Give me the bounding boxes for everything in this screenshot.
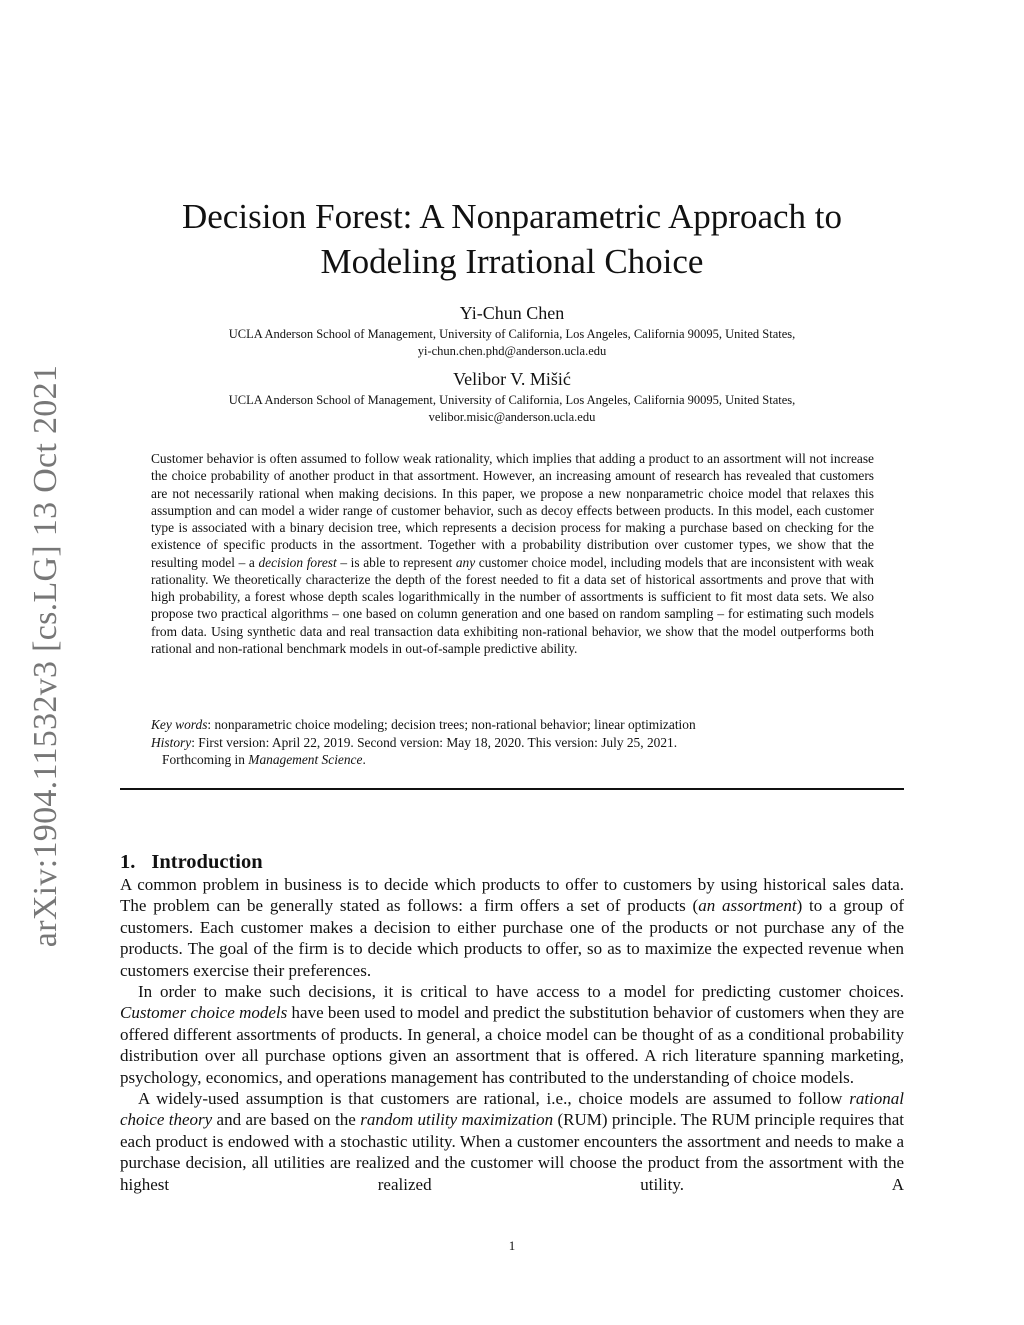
paragraph-text: (RUM) principle. The RUM principle requires that each product is endowed with a stochastic utility. When a customer encounters the assortment and needs to make a purchase decision, all utilities are realized and the customer will choose the product from the assortment with the highest realized utility. A — [120, 1110, 904, 1194]
title-line-1: Decision Forest: A Nonparametric Approach to — [182, 197, 842, 236]
keywords — [151, 716, 874, 734]
keywords-text: : nonparametric choice modeling; decision trees; non-rational behavior; linear optimization — [207, 717, 696, 732]
paragraph-text: In order to make such decisions, it is critical to have access to a model for predicting customer choices. — [138, 982, 904, 1002]
page-number: 1 — [508, 1238, 516, 1253]
abstract-emphasis: decision forest — [258, 554, 337, 570]
paper-title — [120, 194, 904, 284]
forthcoming-prefix: Forthcoming in — [162, 752, 249, 767]
forthcoming-suffix: . — [362, 752, 366, 767]
abstract — [151, 450, 874, 657]
author-name: Velibor V. Mišić — [453, 369, 571, 389]
paragraph-text: have been used to model and predict the substitution behavior of customers when they are offered different assortments of products. In general, a choice model can be thought of as a conditional probability distribution over all purchase options given an assortment that is offered. A rich literature spanning marketing, psychology, economics, and operations management has contributed to the understanding of choice models. — [120, 1003, 904, 1087]
author-email: yi-chun.chen.phd@anderson.ucla.edu — [417, 344, 607, 358]
author-email: velibor.misic@anderson.ucla.edu — [428, 410, 596, 424]
section-title: Introduction — [151, 851, 263, 873]
section-number: 1. — [120, 851, 136, 873]
abstract-text: customer choice model, including models that are inconsistent with weak rationality. We theoretically characterize the depth of the forest needed to fit a data set of historical assortments and prove that with high probability, a forest whose depth scales logarithmically in the number of assortments is sufficient to fit most data sets. We also propose two practical algorithms – one based on column generation and one based on random sampling – for estimating such models from data. Using synthetic data and real transaction data exhibiting non-rational behavior, we show that the model outperforms both rational and non-rational benchmark models in out-of-sample predictive ability. — [151, 554, 874, 656]
keywords-label: Key words — [151, 717, 208, 732]
title-line-2: Modeling Irrational Choice — [320, 242, 704, 281]
journal-name: Management Science — [248, 752, 363, 767]
history-text: : First version: April 22, 2019. Second version: May 18, 2020. This version: July 25, 2021. — [191, 734, 678, 750]
history-label: History — [151, 734, 192, 750]
paragraph — [120, 1088, 904, 1195]
paragraph-text: and are based on the — [212, 1110, 361, 1130]
author-block-2 — [120, 368, 904, 426]
horizontal-rule — [120, 788, 904, 790]
author-affiliation: UCLA Anderson School of Management, University of California, Los Angeles, California 90095, United States, — [228, 327, 796, 341]
author-block-1 — [120, 302, 904, 360]
paragraph-text: A common problem in business is to decide which products to offer to customers by using historical sales data. The problem can be generally stated as follows: a firm offers a set of products ( — [120, 875, 904, 916]
arxiv-identifier: arXiv:1904.11532v3 [cs.LG] 13 Oct 2021 — [27, 364, 64, 948]
paragraph — [120, 874, 904, 981]
section-heading — [120, 849, 263, 875]
forthcoming — [151, 751, 874, 769]
paragraph-emphasis: an assortment — [698, 896, 797, 916]
body-text — [120, 874, 904, 1195]
paragraph-emphasis: rational choice theory — [120, 1089, 904, 1130]
paragraph — [120, 981, 904, 1088]
author-name: Yi-Chun Chen — [459, 303, 565, 323]
paragraph-text: A widely-used assumption is that customers are rational, i.e., choice models are assumed to follow — [138, 1089, 850, 1109]
paragraph-text: ) to a group of customers. Each customer makes a decision to either purchase one of the products or not purchase any of the products. The goal of the firm is to decide which products to offer, so as to maximize the expected revenue when customers exercise their preferences. — [120, 896, 904, 980]
author-affiliation: UCLA Anderson School of Management, University of California, Los Angeles, California 90095, United States, — [228, 393, 796, 407]
history — [151, 734, 874, 752]
abstract-text: Customer behavior is often assumed to follow weak rationality, which implies that adding a product to an assortment will not increase the choice probability of another product in that assortment. However, an increasing amount of research has revealed that customers are not necessarily rational when making decisions. In this paper, we propose a new nonparametric choice model that relaxes this assumption and can model a wider range of customer behavior, such as decoy effects between products. In this model, each customer type is associated with a binary decision tree, which represents a decision process for making a purchase based on checking for the existence of specific products in the assortment. Together with a probability distribution over customer types, we show that the resulting model – a — [151, 451, 874, 570]
paragraph-emphasis: random utility maximization — [360, 1110, 554, 1130]
paragraph-emphasis: Customer choice models — [120, 1003, 288, 1023]
abstract-text: – is able to represent — [336, 554, 456, 570]
abstract-emphasis: any — [455, 554, 476, 570]
paper-metadata — [151, 716, 874, 769]
